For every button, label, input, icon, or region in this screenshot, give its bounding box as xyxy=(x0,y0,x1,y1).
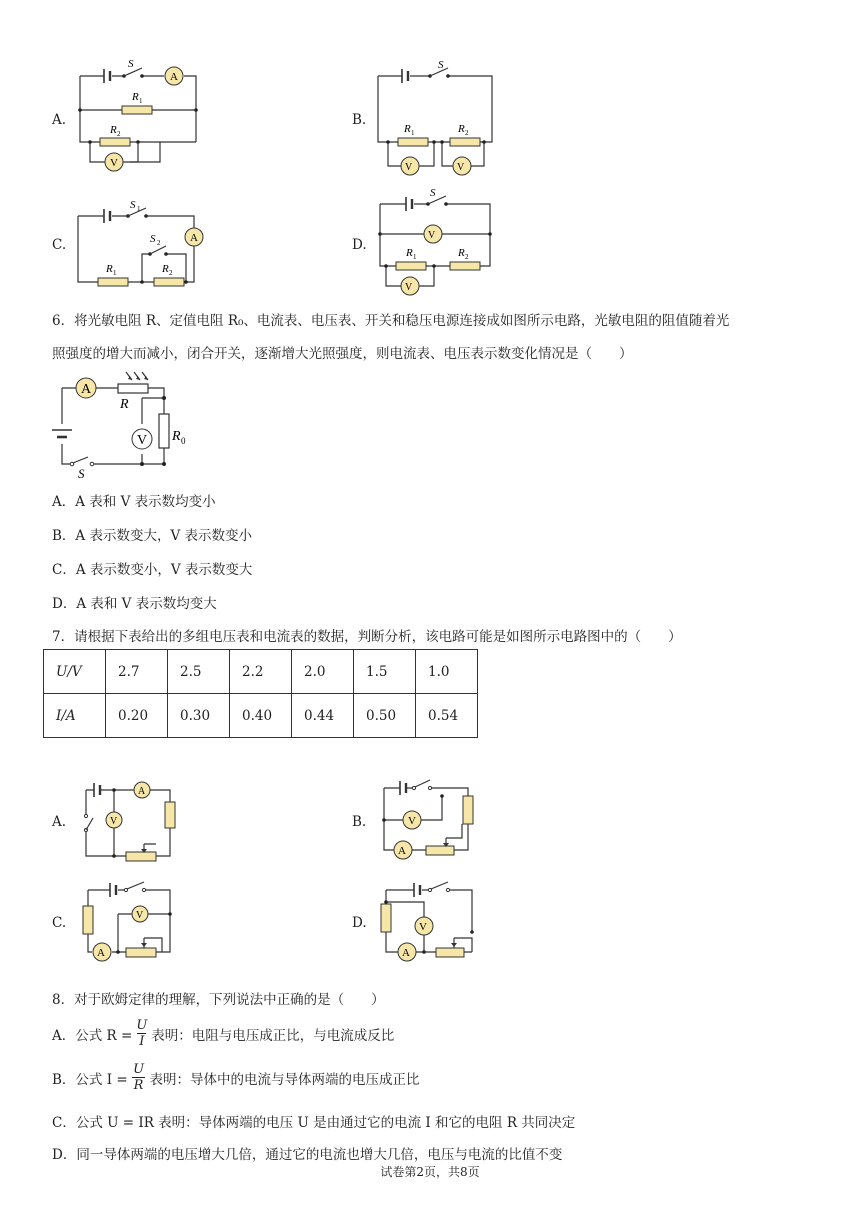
r1-sub: 1 xyxy=(113,269,117,277)
r1-sub: 1 xyxy=(413,253,417,261)
table-cell: 0.54 xyxy=(416,694,478,738)
r2-sub: 2 xyxy=(465,129,469,137)
q6-option-d: D．A 表和 V 表示数均变大 xyxy=(52,596,217,612)
fraction-numerator: U xyxy=(136,1018,148,1033)
r2-sub: 2 xyxy=(169,269,173,277)
q5-circuit-c xyxy=(78,200,208,290)
s1-sub: 1 xyxy=(137,205,141,213)
table-cell: 0.50 xyxy=(354,694,416,738)
table-cell: 0.30 xyxy=(168,694,230,738)
q5-option-c-label: C. xyxy=(52,237,67,253)
q7-circuit-d xyxy=(378,876,488,968)
ammeter-label: A xyxy=(190,232,198,244)
q7-data-table xyxy=(43,649,478,738)
fraction-denominator: I xyxy=(139,1034,145,1049)
q7-option-c-label: C. xyxy=(52,915,67,931)
q6-switch-label: S xyxy=(78,466,85,481)
row-header-i xyxy=(44,694,106,738)
q6-r-label: R xyxy=(120,397,129,412)
r2-label: R xyxy=(110,124,117,136)
table-cell: 2.7 xyxy=(106,650,168,694)
fraction-numerator: U xyxy=(133,1062,145,1077)
q7-circuit-b xyxy=(380,776,480,862)
s1-label: S xyxy=(130,199,136,211)
q6-stem-line1: 6．将光敏电阻 R、定值电阻 R₀、电流表、电压表、开关和稳压电源连接成如图所示电路，光敏电阻的阻值随着光 xyxy=(52,313,730,329)
q5-circuit-b xyxy=(378,60,498,180)
v1-label: V xyxy=(405,162,413,173)
i-head: I/A xyxy=(56,707,76,724)
fraction xyxy=(136,1018,147,1049)
q6-voltmeter-label: V xyxy=(137,433,148,448)
voltmeter-label: V xyxy=(110,816,118,827)
r1-label: R xyxy=(406,247,413,259)
r2-sub: 2 xyxy=(117,130,121,138)
q5-option-b-label: B. xyxy=(352,112,367,128)
q5-circuit-d xyxy=(380,188,500,298)
table-cell: 1.0 xyxy=(416,650,478,694)
q6-option-b: B．A 表示数变大，V 表示数变小 xyxy=(52,528,253,544)
q5-option-a-label: A. xyxy=(52,112,67,128)
ammeter-label: A xyxy=(402,947,410,959)
q6-circuit xyxy=(50,372,200,482)
ammeter-label: A xyxy=(97,947,105,959)
q6-option-c: C．A 表示数变小，V 表示数变大 xyxy=(52,562,253,578)
ammeter-label: A xyxy=(170,71,178,83)
q8-option-c: C．公式 U = IR 表明：导体两端的电压 U 是由通过它的电流 I 和它的电阻 R 共同决定 xyxy=(52,1115,576,1131)
q8-option-b xyxy=(52,1062,419,1093)
switch-s-label: S xyxy=(430,187,436,199)
q6-option-a: A．A 表和 V 表示数均变小 xyxy=(52,494,216,510)
voltmeter-label: V xyxy=(408,815,416,827)
table-cell: 0.20 xyxy=(106,694,168,738)
r2-label: R xyxy=(162,263,169,275)
q5-circuit-a xyxy=(80,60,210,170)
fraction-denominator: R xyxy=(133,1078,144,1093)
voltmeter-label: V xyxy=(136,910,144,921)
q8-option-d: D．同一导体两端的电压增大几倍，通过它的电流也增大几倍，电压与电流的比值不变 xyxy=(52,1147,563,1163)
r2-label: R xyxy=(458,123,465,135)
q7-stem: 7．请根据下表给出的多组电压表和电流表的数据，判断分析，该电路可能是如图所示电路图中的（ ） xyxy=(52,629,682,645)
q8-b-prefix: B．公式 I = xyxy=(52,1071,128,1088)
table-cell: 0.40 xyxy=(230,694,292,738)
q7-option-a-label: A. xyxy=(52,814,67,830)
q6-r0-label: R xyxy=(172,429,181,444)
q8-option-a xyxy=(52,1018,394,1049)
ammeter-label: A xyxy=(398,845,406,857)
row-header-u xyxy=(44,650,106,694)
q6-r0-sub: 0 xyxy=(181,436,186,446)
page-footer: 试卷第2页，共8页 xyxy=(380,1165,480,1179)
r2-sub: 2 xyxy=(465,253,469,261)
table-cell: 1.5 xyxy=(354,650,416,694)
q8-a-prefix: A．公式 R = xyxy=(52,1027,133,1044)
r2-label: R xyxy=(458,247,465,259)
q7-option-b-label: B. xyxy=(352,814,367,830)
s2-label: S xyxy=(150,233,156,245)
table-cell: 2.5 xyxy=(168,650,230,694)
table-cell: 0.44 xyxy=(292,694,354,738)
q7-circuit-a xyxy=(80,780,180,862)
q8-stem: 8．对于欧姆定律的理解，下列说法中正确的是（ ） xyxy=(52,992,385,1008)
r1-label: R xyxy=(132,91,139,103)
ammeter-label: A xyxy=(138,786,146,797)
q5-option-d-label: D. xyxy=(352,237,367,253)
table-cell: 2.2 xyxy=(230,650,292,694)
voltmeter-label: V xyxy=(419,921,427,933)
s2-sub: 2 xyxy=(157,239,161,247)
q7-circuit-c xyxy=(78,876,188,968)
q8-b-suffix: 表明：导体中的电流与导体两端的电压成正比 xyxy=(149,1071,420,1088)
r1-sub: 1 xyxy=(139,97,143,105)
u-head: U/V xyxy=(56,663,82,680)
r1-label: R xyxy=(106,263,113,275)
voltmeter-label: V xyxy=(110,157,118,169)
v2-label: V xyxy=(457,162,465,173)
q7-option-d-label: D. xyxy=(352,915,367,931)
q6-stem-line2: 照强度的增大而减小，闭合开关，逐渐增大光照强度，则电流表、电压表示数变化情况是（ ） xyxy=(52,346,633,362)
fraction xyxy=(132,1062,146,1093)
r1-sub: 1 xyxy=(411,129,415,137)
switch-s-label: S xyxy=(128,58,134,70)
v1-label: V xyxy=(428,230,436,241)
v2-label: V xyxy=(405,282,413,293)
table-row xyxy=(44,650,478,694)
table-cell: 2.0 xyxy=(292,650,354,694)
switch-s-label: S xyxy=(438,59,444,71)
table-row xyxy=(44,694,478,738)
q6-ammeter-label: A xyxy=(81,382,92,397)
r1-label: R xyxy=(404,123,411,135)
q8-a-suffix: 表明：电阻与电压成正比，与电流成反比 xyxy=(151,1027,395,1044)
